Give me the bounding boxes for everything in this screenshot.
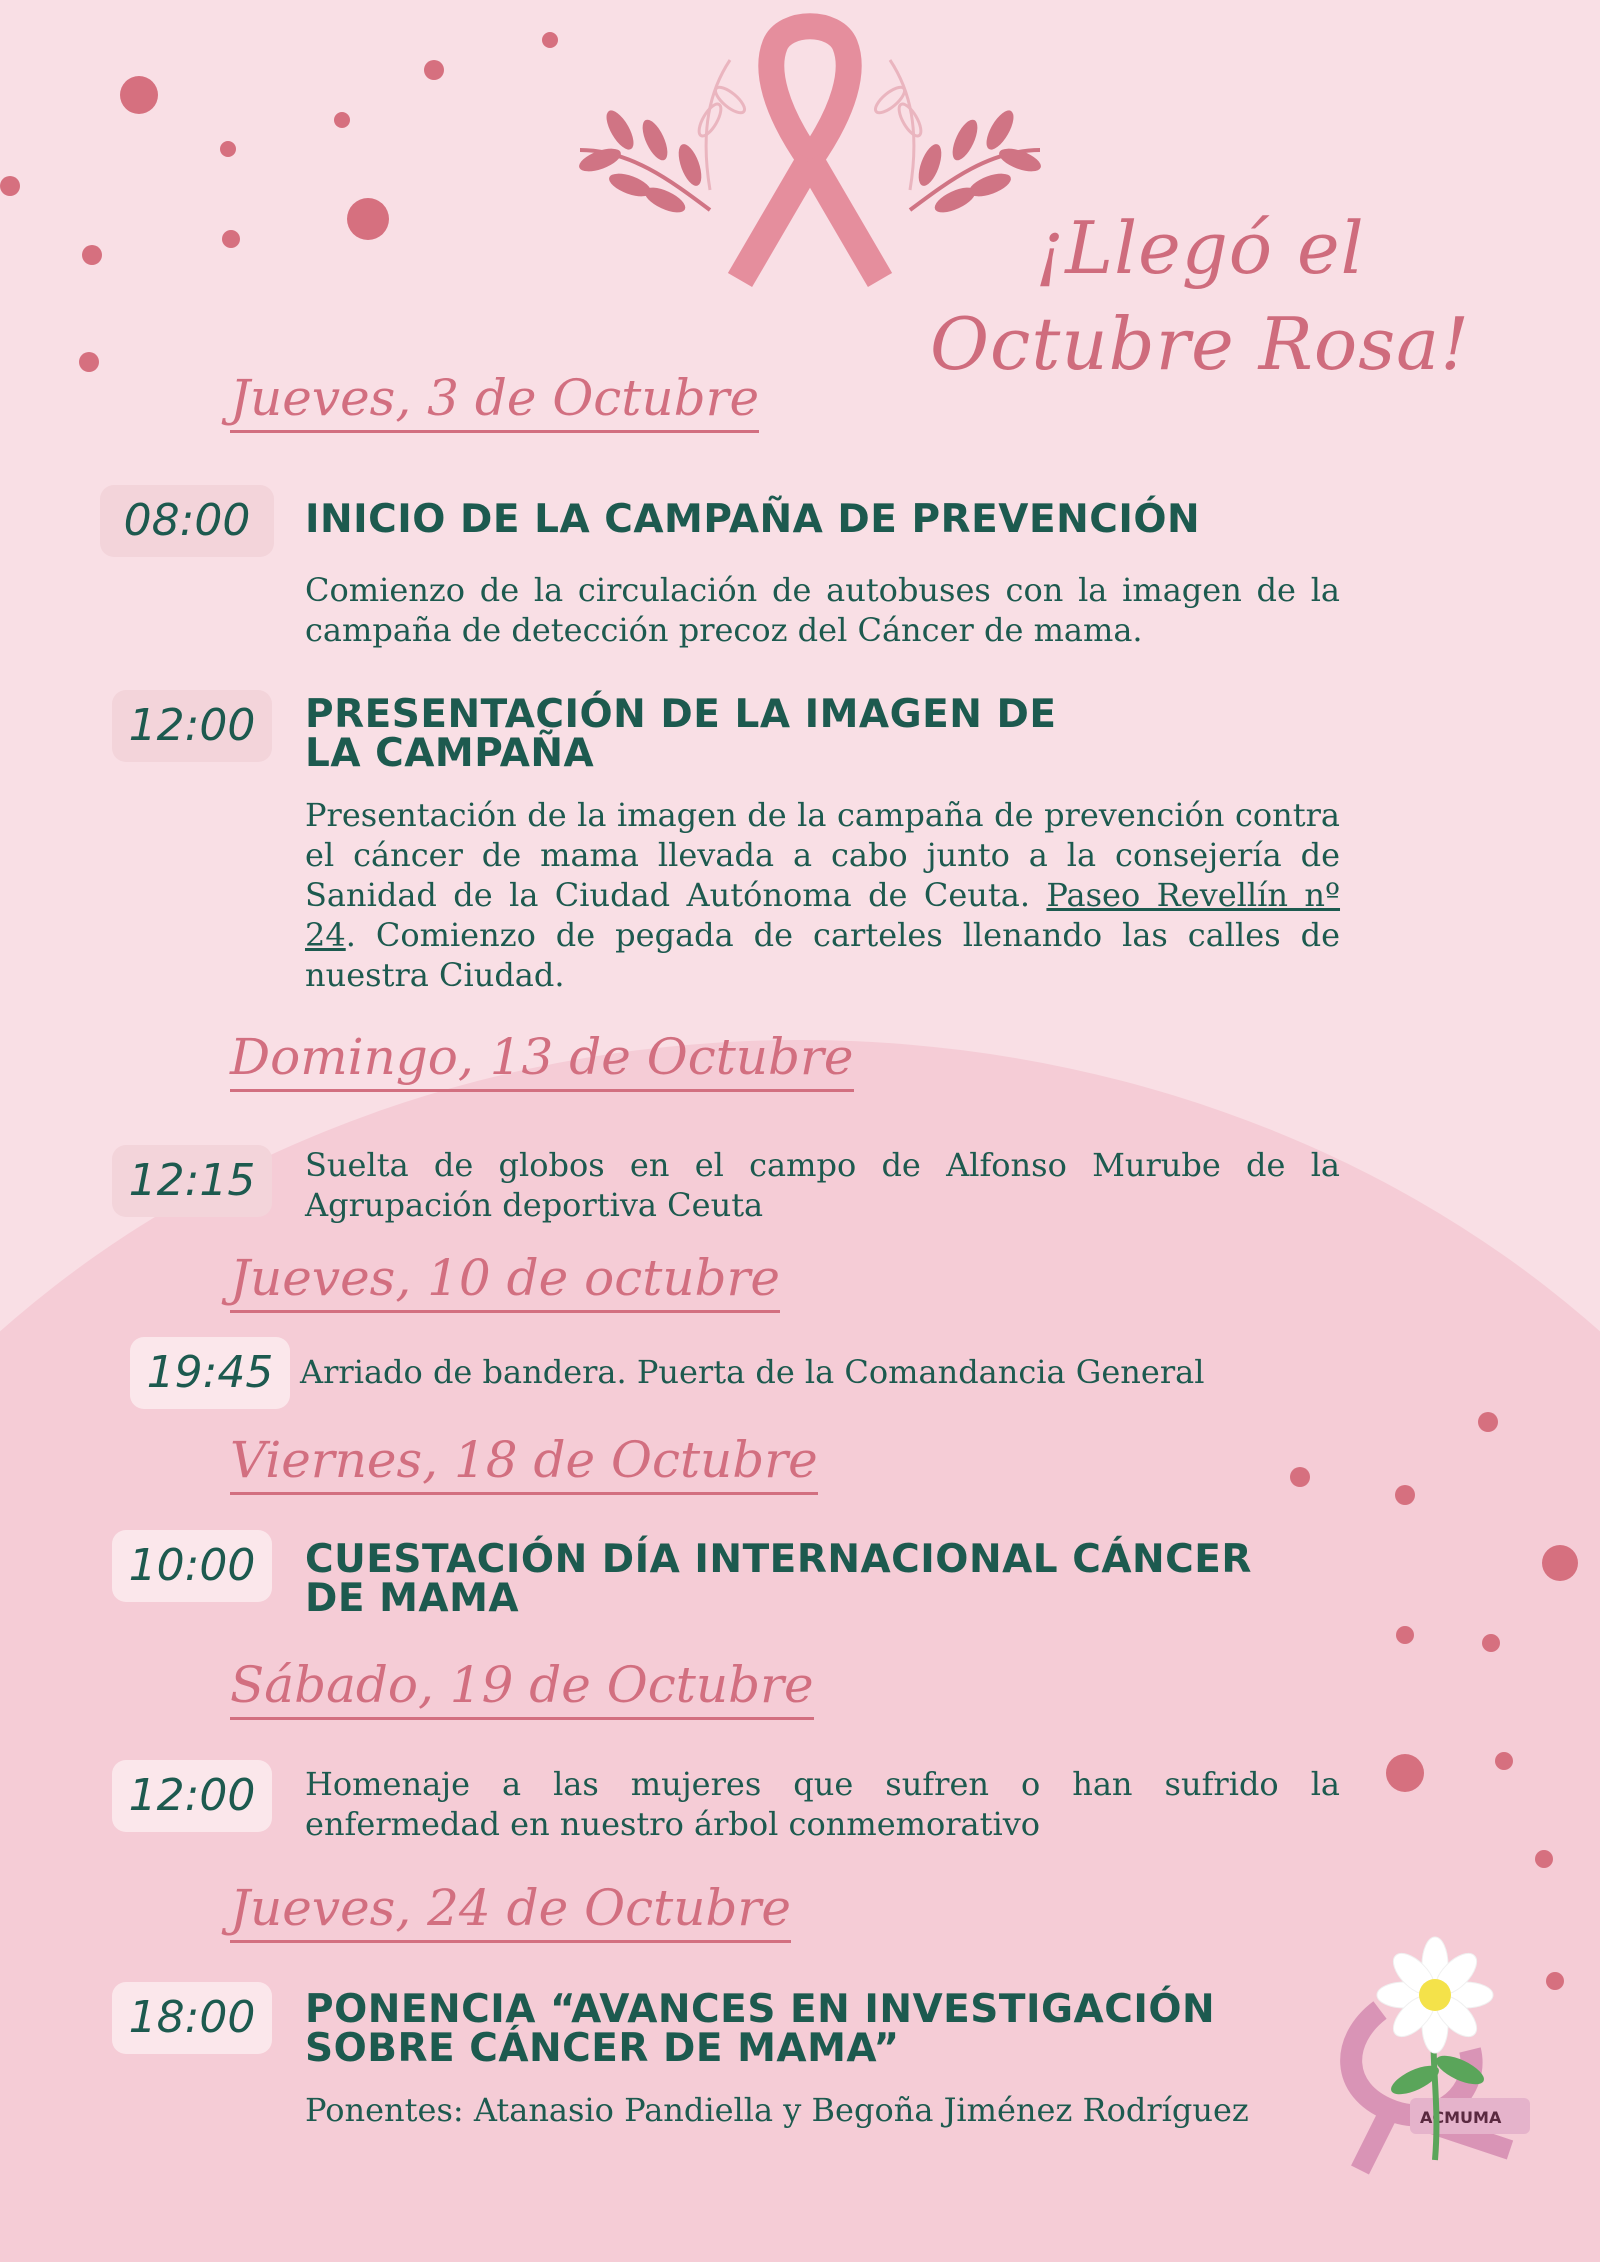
event-description: Arriado de bandera. Puerta de la Comandancia General <box>300 1353 1205 1391</box>
decorative-dot <box>1396 1626 1414 1644</box>
event-description: Ponentes: Atanasio Pandiella y Begoña Jiménez Rodríguez <box>305 2091 1249 2129</box>
decorative-dot <box>82 245 102 265</box>
decorative-dot <box>542 32 558 48</box>
event-title: PRESENTACIÓN DE LA IMAGEN DE LA CAMPAÑA <box>305 692 1057 776</box>
decorative-dot <box>1482 1634 1500 1652</box>
decorative-dot <box>1495 1752 1513 1770</box>
decorative-dot <box>1386 1754 1424 1792</box>
page-title-line1: ¡Llegó el <box>1035 206 1365 290</box>
day-heading: Jueves, 24 de Octubre <box>230 1878 791 1943</box>
decorative-dot <box>1290 1467 1310 1487</box>
event-title: CUESTACIÓN DÍA INTERNACIONAL CÁNCER DE MAMA <box>305 1537 1252 1621</box>
logo-text: ACMUMA <box>1420 2108 1502 2127</box>
event-description: Comienzo de la circulación de autobuses con la imagen de la campaña de detección precoz del Cáncer de mama. <box>305 571 1340 649</box>
decorative-dot <box>334 112 350 128</box>
day-heading: Jueves, 10 de octubre <box>230 1248 780 1313</box>
event-title: PONENCIA “AVANCES EN INVESTIGACIÓN SOBRE CÁNCER DE MAMA” <box>305 1987 1216 2071</box>
page-title <box>900 200 1500 392</box>
day-heading: Domingo, 13 de Octubre <box>230 1027 854 1092</box>
decorative-dot <box>347 198 389 240</box>
decorative-dot <box>1478 1412 1498 1432</box>
event-time: 10:00 <box>112 1530 272 1602</box>
event-time: 12:15 <box>112 1145 272 1217</box>
decorative-dot <box>1395 1485 1415 1505</box>
event-description: Suelta de globos en el campo de Alfonso Murube de la Agrupación deportiva Ceuta <box>305 1146 1340 1224</box>
event-description: Homenaje a las mujeres que sufren o han sufrido la enfermedad en nuestro árbol conmemorativo <box>305 1765 1340 1843</box>
event-description-part: Presentación de la imagen de la campaña de prevención contra el cáncer de mama llevada a cabo junto a la consejería de Sanidad de la Ciudad Autónoma de Ceuta. <box>305 796 1340 914</box>
day-heading: Viernes, 18 de Octubre <box>230 1430 818 1495</box>
decorative-dot <box>1535 1850 1553 1868</box>
day-heading: Sábado, 19 de Octubre <box>230 1655 814 1720</box>
decorative-dot <box>79 352 99 372</box>
decorative-dot <box>222 230 240 248</box>
decorative-dot <box>220 141 236 157</box>
decorative-dot <box>120 76 158 114</box>
event-time: 19:45 <box>130 1337 290 1409</box>
decorative-dot <box>0 176 20 196</box>
page-title-line2: Octubre Rosa! <box>929 302 1471 386</box>
event-title: INICIO DE LA CAMPAÑA DE PREVENCIÓN <box>305 497 1201 542</box>
event-time: 12:00 <box>112 690 272 762</box>
decorative-dot <box>424 60 444 80</box>
daisy-ribbon-logo-icon <box>1320 1920 1560 2180</box>
event-time: 08:00 <box>100 485 274 557</box>
event-description <box>305 795 1340 995</box>
day-heading: Jueves, 3 de Octubre <box>230 368 759 433</box>
event-time: 18:00 <box>112 1982 272 2054</box>
event-time: 12:00 <box>112 1760 272 1832</box>
event-description-part: . Comienzo de pegada de carteles llenando las calles de nuestra Ciudad. <box>305 916 1340 994</box>
address-link: Paseo Revellín nº 24 <box>305 876 1341 954</box>
decorative-dot <box>1542 1545 1578 1581</box>
